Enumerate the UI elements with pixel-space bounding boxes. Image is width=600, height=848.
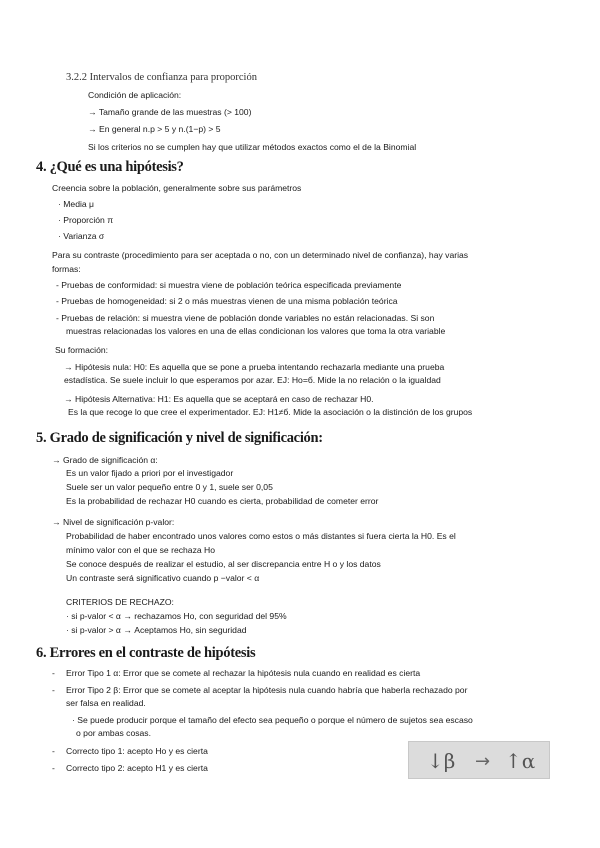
subsection-heading: 3.2.2 Intervalos de confianza para proporción — [66, 72, 257, 83]
text-line: · Se puede producir porque el tamaño del efecto sea pequeño o porque el número de sujetos sea escaso — [72, 715, 473, 725]
text-line: → Hipótesis Alternativa: H1: Es aquella que se aceptará en caso de rechazar H0. — [64, 394, 374, 404]
list-item: · si p-valor < α → rechazamos Ho, con seguridad del 95% — [66, 611, 287, 621]
handwritten-beta-down: ↓β — [427, 749, 456, 773]
list-item: Error Tipo 2 β: Error que se comete al aceptar la hipótesis nula cuando habría que haberla rechazado por — [66, 685, 468, 695]
list-item: - Pruebas de homogeneidad: si 2 o más muestras vienen de una misma población teórica — [56, 296, 398, 306]
text-line: Es un valor fijado a priori por el investigador — [66, 468, 234, 478]
list-item: · Media μ — [58, 199, 94, 209]
text-line: mínimo valor con el que se rechaza Ho — [66, 545, 216, 555]
list-item: · si p-valor > α → Aceptamos Ho, sin seguridad — [66, 625, 247, 635]
bullet-dash: - — [52, 746, 55, 756]
bullet-dash: - — [52, 685, 55, 695]
text-line: formas: — [52, 264, 81, 274]
text-line: Condición de aplicación: — [88, 90, 182, 100]
text-line: muestras relacionadas los valores en una de ellas condicionan los valores que toma la otra variable — [66, 326, 446, 336]
text-line: Suele ser un valor pequeño entre 0 y 1, suele ser 0,05 — [66, 482, 273, 492]
text-line: → Grado de significación α: — [52, 455, 158, 465]
text-line: → Tamaño grande de las muestras (> 100) — [88, 107, 252, 117]
list-item: Correcto tipo 1: acepto Ho y es cierta — [66, 746, 208, 756]
list-item: · Proporción π — [58, 215, 114, 225]
text-line: Se conoce después de realizar el estudio, al ser discrepancia entre H o y los datos — [66, 559, 381, 569]
list-item: - Pruebas de relación: si muestra viene de población donde variables no están relacionadas. Si son — [56, 313, 435, 323]
text-line: CRITERIOS DE RECHAZO: — [66, 597, 174, 607]
section-heading: 6. Errores en el contraste de hipótesis — [36, 645, 256, 661]
text-line: Su formación: — [55, 345, 109, 355]
list-item: Error Tipo 1 α: Error que se comete al rechazar la hipótesis nula cuando en realidad es cierta — [66, 668, 421, 678]
text-line: Si los criterios no se cumplen hay que utilizar métodos exactos como el de la Binomial — [88, 142, 417, 152]
text-line: → Hipótesis nula: H0: Es aquella que se pone a prueba intentando rechazarla mediante una prueba — [64, 362, 445, 372]
text-line: Es la que recoge lo que cree el experimentador. EJ: H1≠б. Mide la asociación o la distinción de los grupos — [68, 407, 473, 417]
text-line: Un contraste será significativo cuando p −valor < α — [66, 573, 260, 583]
bullet-dash: - — [52, 763, 55, 773]
text-line: Creencia sobre la población, generalmente sobre sus parámetros — [52, 183, 302, 193]
list-item: - Pruebas de conformidad: si muestra viene de población teórica especificada previamente — [56, 280, 402, 290]
text-line: Es la probabilidad de rechazar H0 cuando es cierta, probabilidad de cometer error — [66, 496, 379, 506]
handwritten-alpha-up: ↑α — [505, 749, 536, 773]
handwriting-sketch — [409, 742, 549, 778]
section-heading: 4. ¿Qué es una hipótesis? — [36, 159, 184, 175]
text-line: o por ambas cosas. — [76, 728, 151, 738]
text-line: estadística. Se suele incluir lo que esperamos por azar. EJ: Ho=б. Mide la no relación o la igualdad — [64, 375, 441, 385]
text-line: Probabilidad de haber encontrado unos valores como estos o más distantes si fuera cierta la H0. Es el — [66, 531, 456, 541]
list-item: Correcto tipo 2: acepto H1 y es cierta — [66, 763, 208, 773]
handwritten-arrow: → — [475, 751, 491, 772]
handwritten-note-image — [408, 741, 550, 779]
text-line: ser falsa en realidad. — [66, 698, 146, 708]
text-line: Para su contraste (procedimiento para ser aceptada o no, con un determinado nivel de confianza), hay varias — [52, 250, 469, 260]
text-line: → En general n.p > 5 y n.(1−p) > 5 — [88, 124, 221, 134]
bullet-dash: - — [52, 668, 55, 678]
section-heading: 5. Grado de significación y nivel de significación: — [36, 430, 323, 446]
text-line: → Nivel de significación p-valor: — [52, 517, 175, 527]
list-item: · Varianza σ — [58, 231, 105, 241]
